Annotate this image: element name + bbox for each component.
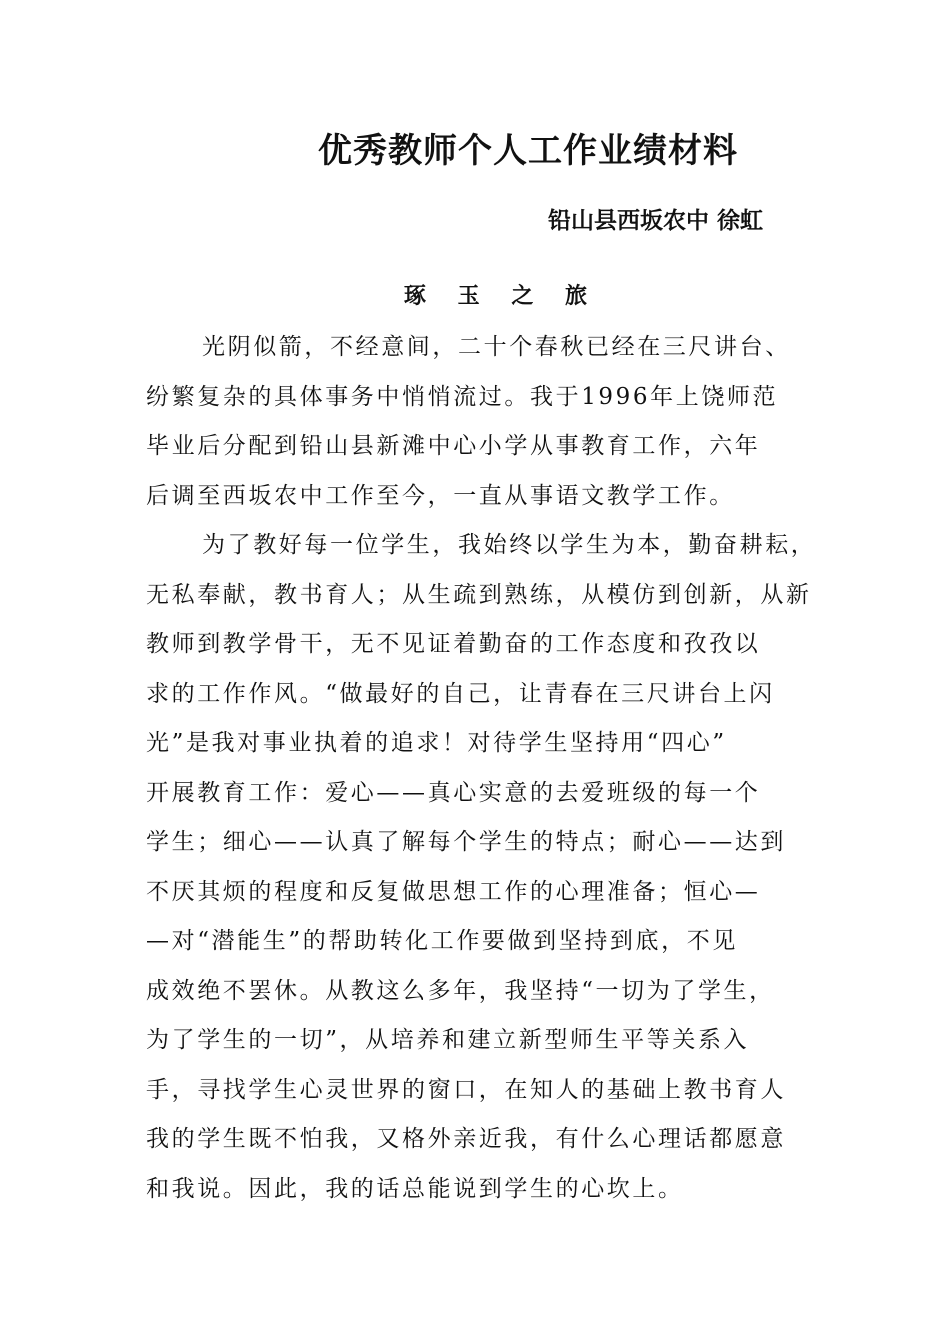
paragraph-line: 手，寻找学生心灵世界的窗口，在知人的基础上教书育人	[146, 1076, 786, 1103]
paragraph-line: 成效绝不罢休。从教这么多年，我坚持“一切为了学生，	[146, 977, 775, 1004]
paragraph-line: 求的工作作风。“做最好的自己，让青春在三尺讲台上闪	[146, 680, 775, 707]
paragraph-1	[146, 323, 816, 521]
author-line: 铅山县西坂农中 徐虹	[548, 208, 764, 234]
paragraph-2	[146, 521, 816, 1214]
paragraph-line: 我的学生既不怕我，又格外亲近我，有什么心理话都愿意	[146, 1126, 786, 1152]
paragraph-line: 为了学生的一切”，从培养和建立新型师生平等关系入	[146, 1027, 750, 1053]
body-text	[146, 323, 816, 1214]
paragraph-line: 学生；细心——认真了解每个学生的特点；耐心——达到	[146, 829, 786, 855]
paragraph-line: 纷繁复杂的具体事务中悄悄流过。我于1996年上饶师范	[146, 383, 779, 410]
section-heading: 琢 玉 之 旅	[404, 284, 599, 309]
paragraph-line: 教师到教学骨干，无不见证着勤奋的工作态度和孜孜以	[146, 631, 761, 657]
paragraph-line: 后调至西坂农中工作至今，一直从事语文教学工作。	[146, 482, 735, 509]
paragraph-line: 和我说。因此，我的话总能说到学生的心坎上。	[146, 1175, 684, 1202]
paragraph-line: 光阴似箭，不经意间，二十个春秋已经在三尺讲台、	[202, 334, 791, 360]
document-title: 优秀教师个人工作业绩材料	[318, 131, 738, 171]
paragraph-line: 开展教育工作：爱心——真心实意的去爱班级的每一个	[146, 779, 761, 806]
paragraph-line: 为了教好每一位学生，我始终以学生为本，勤奋耕耘，	[202, 532, 817, 558]
paragraph-line: 无私奉献，教书育人；从生疏到熟练，从模仿到创新，从新	[146, 581, 812, 608]
paragraph-line: 不厌其烦的程度和反复做思想工作的心理准备；恒心—	[146, 878, 761, 905]
paragraph-line: —对“潜能生”的帮助转化工作要做到坚持到底，不见	[146, 928, 738, 954]
paragraph-line: 光”是我对事业执着的追求！对待学生坚持用“四心”	[146, 730, 727, 756]
paragraph-line: 毕业后分配到铅山县新滩中心小学从事教育工作，六年	[146, 433, 761, 459]
